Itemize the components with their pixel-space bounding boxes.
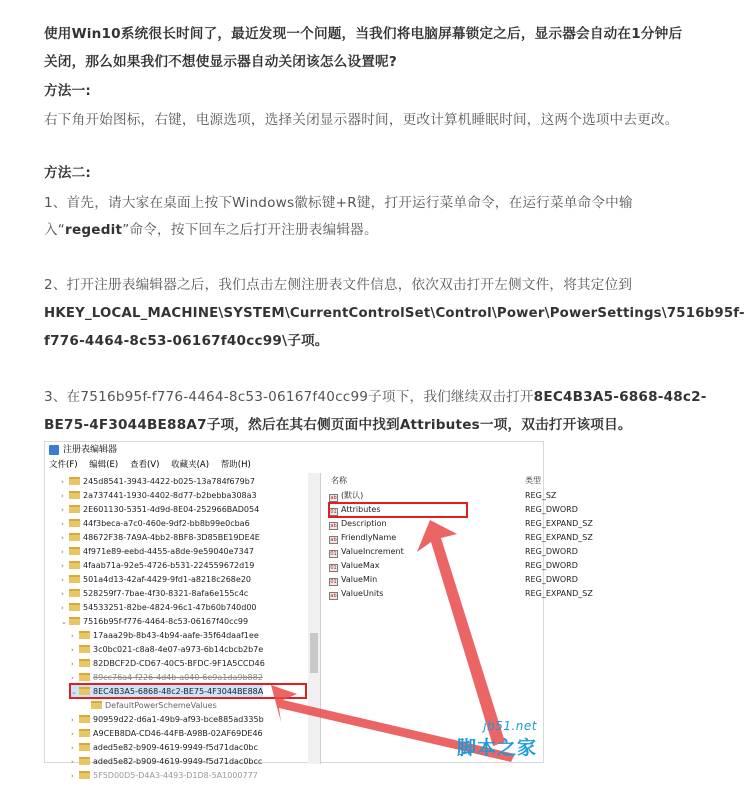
column-header-type[interactable]: 类型 xyxy=(525,476,541,485)
tree-item[interactable]: › A9CEB8DA-CD46-44FB-A98B-02AF69DE46 xyxy=(71,727,263,740)
watermark-url: jb51.net xyxy=(483,719,537,733)
expand-arrow-icon[interactable]: › xyxy=(71,716,74,724)
method1-title: 方法一: xyxy=(44,83,92,99)
regedit-screenshot xyxy=(44,441,593,780)
expand-arrow-icon[interactable]: › xyxy=(61,576,64,584)
dword-value-icon: 01 xyxy=(330,565,337,571)
annotation-arrows xyxy=(45,442,545,764)
intro-line-2: 关闭，那么如果我们不想使显示器自动关闭该怎么设置呢? xyxy=(44,54,397,70)
dword-value-icon: 01 xyxy=(330,579,337,585)
value-type: REG_EXPAND_SZ xyxy=(525,533,593,542)
step1-line-1: 1、首先，请大家在桌面上按下Windows徽标键+R键，打开运行菜单命令，在运行菜单命令中输 xyxy=(44,195,633,211)
dword-value-icon: 01 xyxy=(330,509,337,515)
value-row[interactable]: 01 ValueMax xyxy=(330,561,380,571)
tree-item[interactable]: › 501a4d13-42af-4429-9fd1-a8218c268e20 xyxy=(61,573,251,586)
arrow-to-attributes-icon xyxy=(417,520,505,746)
tree-item[interactable]: › 17aaa29b-8b43-4b94-aafe-35f64daaf1ee xyxy=(71,629,259,642)
step1-pre: 入“ xyxy=(44,222,66,238)
value-row[interactable]: ab Description xyxy=(330,519,387,529)
watermark xyxy=(457,719,537,760)
tree-item[interactable]: › 44f3beca-a7c0-460e-9df2-bb8b99e0cba6 xyxy=(61,517,250,530)
tree-item[interactable]: › 48672F38-7A9A-4bb2-8BF8-3D85BE19DE4E xyxy=(61,531,260,544)
tree-item[interactable]: › 528259f7-7bae-4f30-8321-8afa6e155c4c xyxy=(61,587,248,600)
tree-item[interactable]: DefaultPowerSchemeValues xyxy=(83,699,217,712)
expand-arrow-icon[interactable]: › xyxy=(61,604,64,612)
expand-arrow-icon[interactable]: › xyxy=(71,772,74,780)
expand-arrow-icon[interactable]: › xyxy=(61,534,64,542)
tree-item[interactable]: › 54533251-82be-4824-96c1-47b60b740d00 xyxy=(61,601,257,614)
menu-favorites[interactable]: 收藏夹(A) xyxy=(171,460,210,470)
registry-path-line-1: HKEY_LOCAL_MACHINE\SYSTEM\CurrentControlSet\Control\Power\PowerSettings\7516b95f- xyxy=(44,306,745,321)
string-value-icon: ab xyxy=(330,523,337,529)
value-row[interactable]: 01 ValueMin xyxy=(330,575,378,585)
tree-item[interactable]: › 5F5D00D5-D4A3-4493-D1D8-5A1000777 xyxy=(71,769,258,782)
regedit-command: regedit xyxy=(65,222,123,238)
menu-view[interactable]: 查看(V) xyxy=(129,460,160,470)
value-type: REG_SZ xyxy=(525,491,557,500)
tree-item[interactable]: › 82DBCF2D-CD67-40C5-BFDC-9F1A5CCD46 xyxy=(71,657,265,670)
expand-arrow-icon[interactable]: › xyxy=(61,478,64,486)
value-row-attributes[interactable]: 01 Attributes xyxy=(330,505,381,515)
expand-arrow-icon[interactable]: › xyxy=(71,646,74,654)
folder-icon xyxy=(79,771,90,779)
expand-arrow-icon[interactable]: › xyxy=(71,758,74,766)
expand-arrow-icon[interactable]: › xyxy=(61,520,64,528)
menu-file[interactable]: 文件(F) xyxy=(49,460,78,470)
expand-arrow-icon[interactable]: › xyxy=(61,548,64,556)
step3-pre: 3、在7516b95f-f776-4464-8c53-06167f40cc99子项下，我们继续双击打开 xyxy=(44,389,534,405)
intro-line-1: 使用Win10系统很长时间了，最近发现一个问题，当我们将电脑屏幕锁定之后，显示器会自动在1分钟后 xyxy=(44,26,683,42)
regedit-title: 注册表编辑器 xyxy=(63,445,118,455)
expand-arrow-icon[interactable]: › xyxy=(71,730,74,738)
tree-item[interactable]: › aded5e82-b909-4619-9949-f5d71dac0bcc xyxy=(71,755,262,768)
step1-post: ”命令，按下回车之后打开注册表编辑器。 xyxy=(122,222,378,238)
menu-edit[interactable]: 编辑(E) xyxy=(89,460,119,470)
collapse-arrow-icon[interactable]: ⌄ xyxy=(61,618,67,626)
expand-arrow-icon[interactable]: › xyxy=(61,562,64,570)
expand-arrow-icon[interactable]: › xyxy=(61,506,64,514)
dword-value-icon: 01 xyxy=(330,551,337,557)
value-row[interactable]: ab ValueUnits xyxy=(330,589,384,599)
tree-item[interactable]: › 89cc76a4-f226-4d4b-a040-6e9a1da9b882 xyxy=(71,671,263,684)
value-type: REG_DWORD xyxy=(525,547,578,556)
tree-item[interactable]: › 3c0bc021-c8a8-4e07-a973-6b14cbcb2b7e xyxy=(71,643,263,656)
value-type: REG_EXPAND_SZ xyxy=(525,589,593,598)
registry-path-line-2: f776-4464-8c53-06167f40cc99\子项。 xyxy=(44,333,329,349)
expand-arrow-icon[interactable]: › xyxy=(71,632,74,640)
value-type: REG_DWORD xyxy=(525,505,578,514)
string-value-icon: ab xyxy=(330,537,337,543)
tree-item[interactable]: › 2a737441-1930-4402-8d77-b2bebba308a3 xyxy=(61,489,257,502)
step1-line-2 xyxy=(44,216,714,244)
value-row[interactable]: ab FriendlyName xyxy=(330,533,397,543)
tree-item[interactable]: › 4faab71a-92e5-4726-b531-224559672d19 xyxy=(61,559,254,572)
step3-line-2: BE75-4F3044BE88A7子项，然后在其右侧页面中找到Attributes一项，双击打开该项目。 xyxy=(44,417,632,433)
tree-item-expanded[interactable]: ⌄ 7516b95f-f776-4464-8c53-06167f40cc99 xyxy=(61,615,248,628)
collapse-arrow-icon[interactable]: ⌄ xyxy=(71,688,77,696)
expand-arrow-icon[interactable]: › xyxy=(71,744,74,752)
menu-help[interactable]: 帮助(H) xyxy=(220,460,251,470)
string-value-icon: ab xyxy=(330,495,337,501)
method2-title: 方法二: xyxy=(44,165,92,181)
step3-line-1 xyxy=(44,383,714,411)
tree-item[interactable]: › 90959d22-d6a1-49b9-af93-bce885ad335b xyxy=(71,713,264,726)
tree-item-selected[interactable]: ⌄ 8EC4B3A5-6868-48c2-BE75-4F3044BE88A xyxy=(71,685,263,698)
method1-text: 右下角开始图标，右键，电源选项，选择关闭显示器时间，更改计算机睡眠时间，这两个选项中去更改。 xyxy=(44,112,679,128)
tree-item[interactable]: › aded5e82-b909-4619-9949-f5d71dac0bc xyxy=(71,741,258,754)
column-header-name[interactable]: 名称 xyxy=(331,476,347,485)
value-row[interactable]: 01 ValueIncrement xyxy=(330,547,404,557)
tree-item[interactable]: › 245d8541-3943-4422-b025-13a784f679b7 xyxy=(61,475,255,488)
string-value-icon: ab xyxy=(330,593,337,599)
expand-arrow-icon[interactable]: › xyxy=(71,660,74,668)
value-type: REG_DWORD xyxy=(525,575,578,584)
step3-key: 8EC4B3A5-6868-48c2- xyxy=(533,389,707,405)
value-row[interactable]: ab (默认) xyxy=(330,491,364,501)
expand-arrow-icon[interactable]: › xyxy=(71,674,74,682)
tree-item[interactable]: › 4f971e89-eebd-4455-a8de-9e59040e7347 xyxy=(61,545,254,558)
value-type: REG_EXPAND_SZ xyxy=(525,519,593,528)
watermark-name: 脚本之家 xyxy=(456,737,537,759)
expand-arrow-icon[interactable]: › xyxy=(61,492,64,500)
tree-item[interactable]: › 2E601130-5351-4d9d-8E04-252966BAD054 xyxy=(61,503,259,516)
step2-line-1: 2、打开注册表编辑器之后，我们点击左侧注册表文件信息，依次双击打开左侧文件，将其定位到 xyxy=(44,277,633,293)
value-type: REG_DWORD xyxy=(525,561,578,570)
expand-arrow-icon[interactable]: › xyxy=(61,590,64,598)
